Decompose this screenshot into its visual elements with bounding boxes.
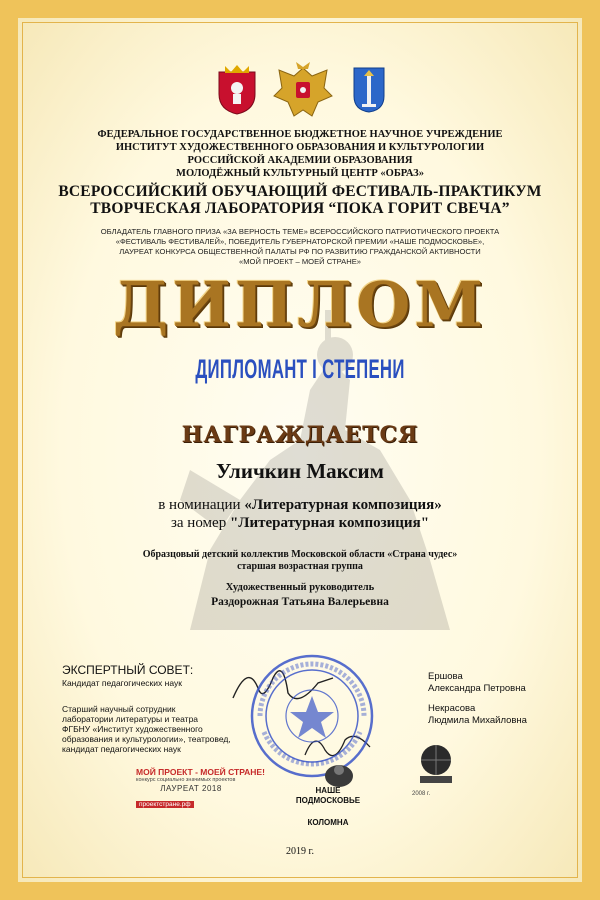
podmoskovye-emblem-icon (322, 760, 356, 788)
russian-eagle-coat-of-arms-icon (272, 60, 334, 120)
diploma-title: ДИПЛОМ (113, 268, 487, 341)
institution-line: МОЛОДЁЖНЫЙ КУЛЬТУРНЫЙ ЦЕНТР «ОБРАЗ» (176, 168, 424, 179)
festival-title (0, 183, 600, 217)
podmoskovye-line-2: ПОДМОСКОВЬЕ (295, 796, 361, 805)
signatory-2 (428, 703, 527, 727)
nomination-prefix: в номинации (158, 497, 241, 513)
kolomna-coat-of-arms-icon (352, 66, 386, 114)
expert-member-1: Кандидат педагогических наук (62, 678, 182, 688)
award-year-label: 2008 г. (412, 791, 431, 797)
degree-title: ДИПЛОМАНТ I СТЕПЕНИ (195, 354, 405, 384)
globe-award-icon (410, 740, 462, 786)
institution-line: ФЕДЕРАЛЬНОЕ ГОСУДАРСТВЕННОЕ БЮДЖЕТНОЕ НАУЧНОЕ УЧРЕЖДЕНИЕ (97, 129, 503, 140)
director-label: Художественный руководитель (225, 582, 375, 593)
number-prefix: за номер (170, 515, 227, 531)
collective-line-2: старшая возрастная группа (237, 561, 363, 572)
recipient-name: Уличкин Максим (216, 459, 384, 483)
institution-line: РОССИЙСКОЙ АКАДЕМИИ ОБРАЗОВАНИЯ (187, 155, 413, 166)
document-year: 2019 г. (286, 846, 314, 857)
number-value: "Литературная композиция" (229, 515, 430, 531)
expert-member-2-line: Старший научный сотрудник (62, 704, 176, 714)
expert-council-title: ЭКСПЕРТНЫЙ СОВЕТ: (62, 663, 194, 677)
signatory-1-surname: Ершова (428, 671, 463, 682)
signatory-1 (428, 671, 526, 695)
institution-line: ИНСТИТУТ ХУДОЖЕСТВЕННОГО ОБРАЗОВАНИЯ И КУЛЬТУРОЛОГИИ (115, 142, 485, 153)
expert-member-2-line: ФГБНУ «Институт художественного (62, 724, 203, 734)
emblems-row (0, 60, 600, 120)
signatory-2-surname: Некрасова (428, 703, 476, 714)
expert-member-2 (62, 704, 231, 754)
my-project-badge (136, 767, 266, 811)
city-label: КОЛОМНА (307, 818, 349, 827)
number-line (0, 515, 600, 532)
collective-info (0, 549, 600, 573)
signatory-1-given: Александра Петровна (428, 683, 526, 694)
institution-header (0, 128, 600, 180)
expert-member-2-line: образования и культурологии», театровед, (62, 734, 231, 744)
festival-line-2: ТВОРЧЕСКАЯ ЛАБОРАТОРИЯ “ПОКА ГОРИТ СВЕЧА” (90, 200, 510, 217)
awards-info-line: ОБЛАДАТЕЛЬ ГЛАВНОГО ПРИЗА «ЗА ВЕРНОСТЬ ТЕМЕ» ВСЕРОССИЙСКОГО ПАТРИОТИЧЕСКОГО ПРОЕКТА (100, 227, 500, 236)
collective-line-1: Образцовый детский коллектив Московской области «Страна чудес» (142, 549, 458, 560)
director-name: Раздорожная Татьяна Валерьевна (211, 596, 389, 608)
project-url: проектстране.рф (136, 801, 194, 808)
awarded-label: НАГРАЖДАЕТСЯ (181, 422, 419, 448)
podmoskovye-line-1: НАШЕ (315, 786, 341, 795)
nomination-line (0, 497, 600, 514)
my-project-sub: конкурс социально значимых проектов (136, 777, 236, 783)
official-stamp (248, 652, 376, 780)
awards-info-line: «МОЙ ПРОЕКТ – МОЕЙ СТРАНЕ» (239, 257, 361, 266)
signatory-2-given: Людмила Михайловна (428, 715, 527, 726)
awards-info-line: «ФЕСТИВАЛЬ ФЕСТИВАЛЕЙ», ПОБЕДИТЕЛЬ ГУБЕРНАТОРСКОЙ ПРЕМИИ «НАШЕ ПОДМОСКОВЬЕ», (115, 237, 485, 246)
expert-member-2-line: лаборатории литературы и театра (62, 714, 199, 724)
awards-info (0, 227, 600, 267)
director-block (0, 582, 600, 608)
nomination-value: «Литературная композиция» (244, 497, 442, 513)
podmoskovye-label (278, 786, 378, 806)
my-project-label: МОЙ ПРОЕКТ - МОЕЙ СТРАНЕ! (136, 767, 265, 777)
festival-line-1: ВСЕРОССИЙСКИЙ ОБУЧАЮЩИЙ ФЕСТИВАЛЬ-ПРАКТИКУМ (58, 183, 542, 200)
expert-member-2-line: кандидат педагогических наук (62, 744, 181, 754)
moscow-oblast-coat-of-arms-icon (215, 64, 259, 116)
awards-info-line: ЛАУРЕАТ КОНКУРСА ОБЩЕСТВЕННОЙ ПАЛАТЫ РФ ПО РАЗВИТИЮ ГРАЖДАНСКОЙ АКТИВНОСТИ (119, 247, 481, 256)
laureate-label: ЛАУРЕАТ 2018 (160, 784, 222, 793)
